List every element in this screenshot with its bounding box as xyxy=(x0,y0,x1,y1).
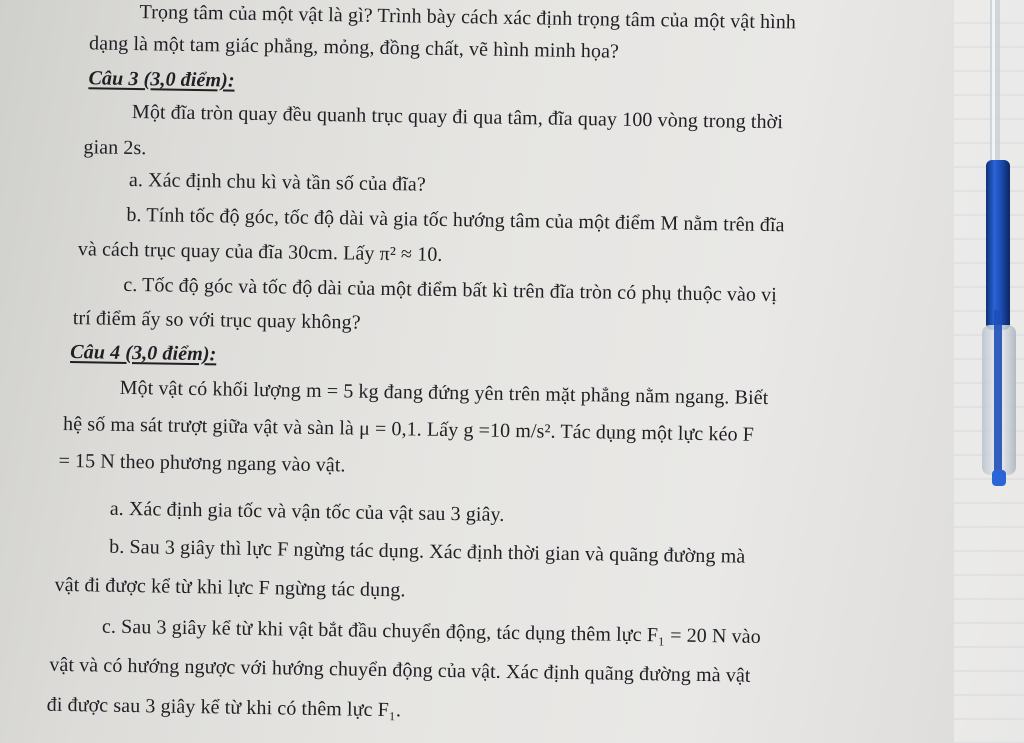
q4-part-c-line-2: vật và có hướng ngược với hướng chuyển động của vật. Xác định quãng đường mà vật xyxy=(49,653,751,687)
question-3-title: Câu 3 (3,0 điểm): xyxy=(88,67,235,92)
q4-part-c-line-1: c. Sau 3 giây kể từ khi vật bắt đầu chuyển động, tác dụng thêm lực F₁ = 20 N vào xyxy=(101,615,761,648)
intro-line-1: Trọng tâm của một vật là gì? Trình bày cách xác định trọng tâm của một vật hình xyxy=(139,1,797,34)
q4-part-b-line-2: vật đi được kể từ khi lực F ngừng tác dụng. xyxy=(54,573,406,602)
question-4-title: Câu 4 (3,0 điểm): xyxy=(70,341,217,366)
q3-part-c-line-2: trí điểm ấy so với trục quay không? xyxy=(72,307,361,334)
q4-paragraph-line-1: Một vật có khối lượng m = 5 kg đang đứng yên trên mặt phẳng nằm ngang. Biết xyxy=(119,376,769,410)
q4-paragraph-line-3: = 15 N theo phương ngang vào vật. xyxy=(58,449,346,477)
q4-part-b-line-1: b. Sau 3 giây thì lực F ngừng tác dụng. Xác định thời gian và quãng đường mà xyxy=(109,535,746,568)
q3-part-b-line-2: và cách trục quay của đĩa 30cm. Lấy π² ≈ 10. xyxy=(77,238,443,266)
ballpoint-pen-icon xyxy=(972,160,1024,490)
intro-line-2: dạng là một tam giác phẳng, mỏng, đồng chất, vẽ hình minh họa? xyxy=(88,32,620,63)
q3-paragraph-line-2: gian 2s. xyxy=(83,136,147,160)
q3-part-b-line-1: b. Tính tốc độ góc, tốc độ dài và gia tốc hướng tâm của một điểm M nằm trên đĩa xyxy=(126,203,785,237)
q3-part-a: a. Xác định chu kì và tần số của đĩa? xyxy=(128,168,427,196)
q3-paragraph-line-1: Một đĩa tròn quay đều quanh trục quay đi qua tâm, đĩa quay 100 vòng trong thời xyxy=(131,101,784,134)
q3-part-c-line-1: c. Tốc độ góc và tốc độ dài của một điểm bất kì trên đĩa tròn có phụ thuộc vào vị xyxy=(123,273,778,307)
q4-paragraph-line-2: hệ số ma sát trượt giữa vật và sàn là μ = 0,1. Lấy g =10 m/s². Tác dụng một lực kéo F xyxy=(62,412,755,446)
q4-part-c-line-3: đi được sau 3 giây kể từ khi có thêm lực F₁. xyxy=(46,693,402,722)
q4-part-a: a. Xác định gia tốc và vận tốc của vật sau 3 giây. xyxy=(109,497,505,526)
